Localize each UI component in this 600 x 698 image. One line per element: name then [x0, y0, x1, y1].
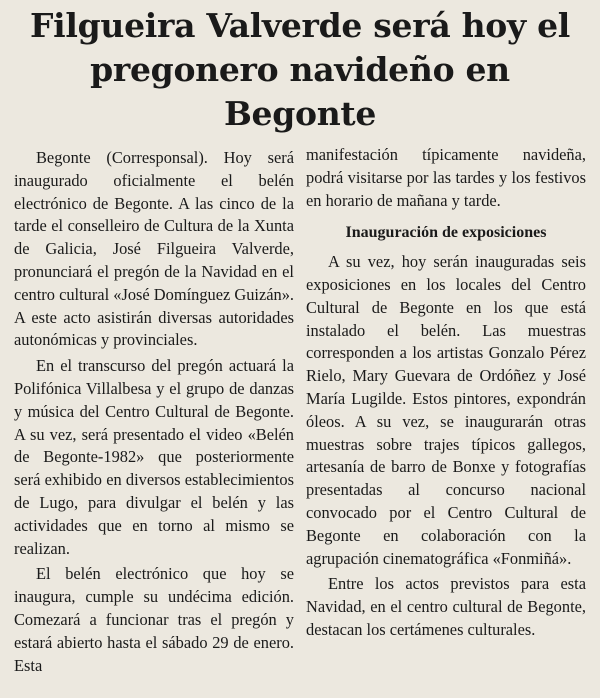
section-subheading: Inauguración de exposiciones: [345, 224, 547, 242]
paragraph-4: A su vez, hoy serán inauguradas seis exposiciones en los locales del Centro Cultural de Begonte en los que está instalado el belén. Las muestras corresponden a los artistas Gonzalo Pérez Rielo, Mary Guevara de Ordóñez y José María Lugilde. Estos pintores, expondrán óleos. A su vez, se inaugurarán otras muestras sobre trajes típicos gallegos, artesanía de barro de Bonxe y fotografías presentadas al concurso nacional convocado por el Centro Cultural de Begonte en colaboración con la agrupación cinematográfica «Fonmiñá».: [306, 252, 586, 568]
paragraph-1: Begonte (Corresponsal). Hoy será inaugurado oficialmente el belén electrónico de Begonte. A las cinco de la tarde el conselleiro de Cultura de la Xunta de Galicia, José Filgueira Valverde, pronunciará el pregón de la Navidad en el centro cultural «José Domínguez Guizán». A este acto asistirán diversas autoridades autonómicas y provinciales.: [14, 148, 294, 350]
right-column: [306, 144, 586, 677]
headline-line-2: pregonero navideño en Begonte: [90, 50, 510, 133]
headline-line-1: Filgueira Valverde será hoy el: [30, 6, 570, 45]
headline: [14, 4, 586, 136]
article-body: [14, 144, 586, 677]
paragraph-3-continued: manifestación típicamente navideña, podrá visitarse por las tardes y los festivos en horario de mañana y tarde.: [306, 145, 586, 210]
paragraph-5: Entre los actos previstos para esta Navidad, en el centro cultural de Begonte, destacan los certámenes culturales.: [306, 574, 586, 639]
left-column: [14, 144, 294, 677]
paragraph-3: El belén electrónico que hoy se inaugura, cumple su undécima edición. Comezará a funcionar tras el pregón y estará abierto hasta el sábado 29 de enero. Esta: [14, 564, 294, 675]
paragraph-2: En el transcurso del pregón actuará la Polifónica Villalbesa y el grupo de danzas y música del Centro Cultural de Begonte. A su vez, será presentado el video «Belén de Begonte-1982» que posteriormente será exhibido en diversos establecimientos de Lugo, para divulgar el belén y las actividades que en torno al mismo se realizan.: [14, 356, 294, 558]
